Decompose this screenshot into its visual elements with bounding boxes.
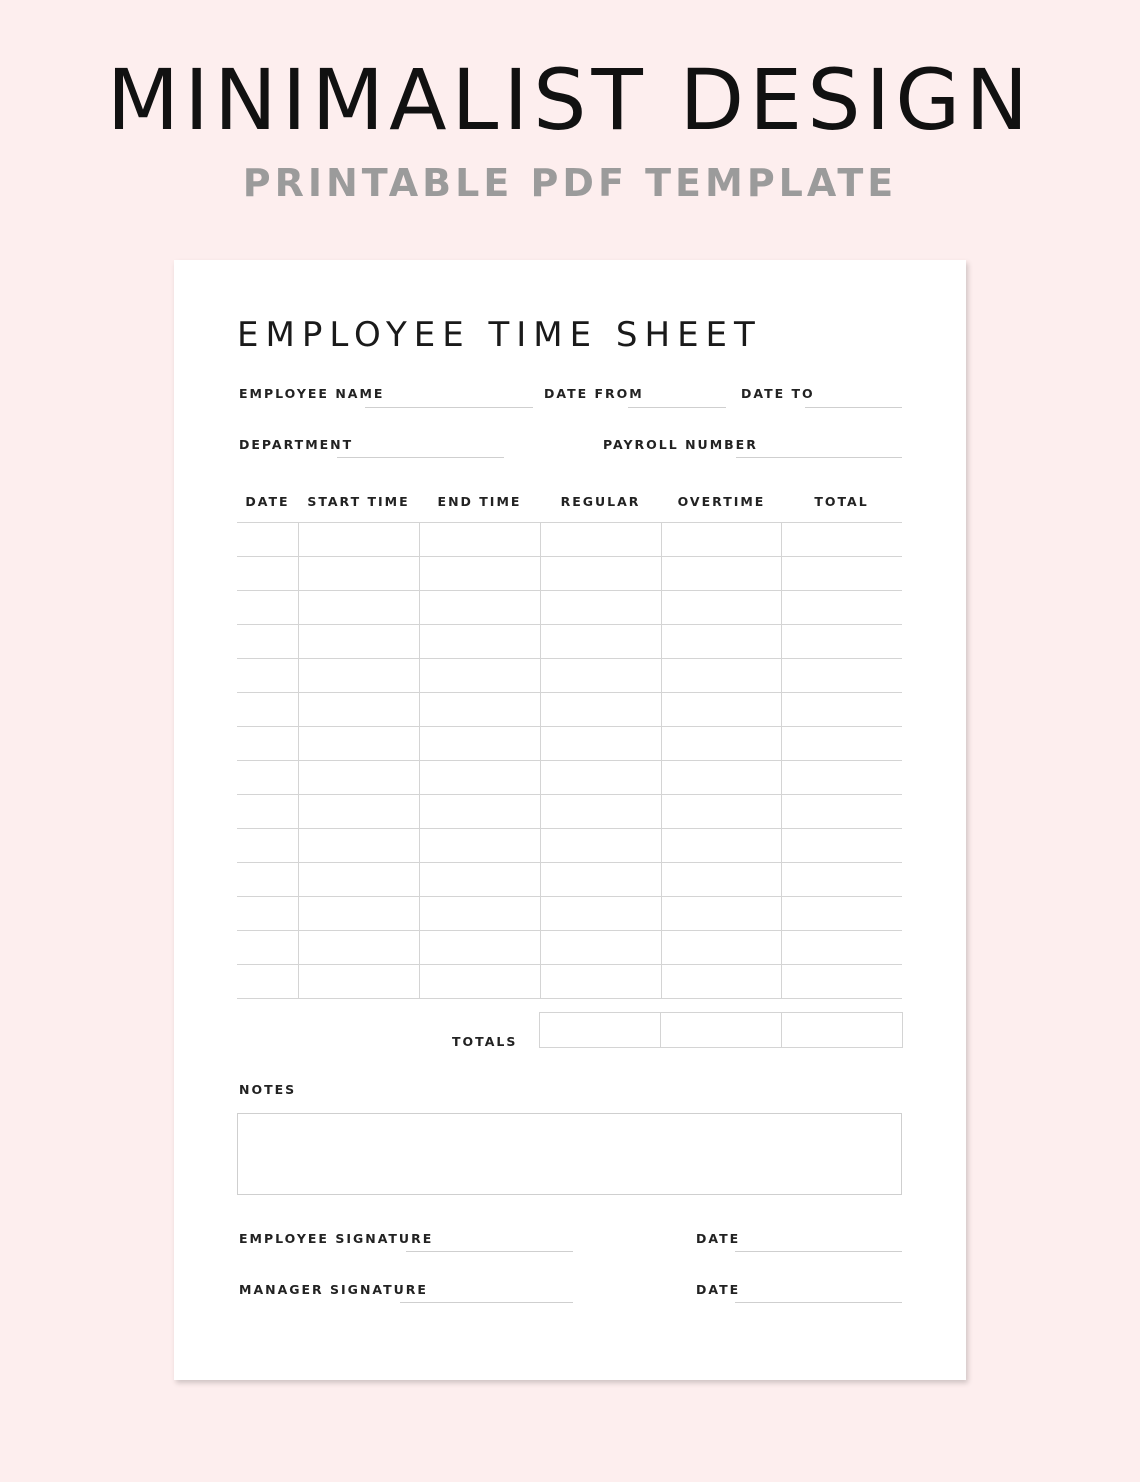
table-cell-start-time[interactable] bbox=[298, 625, 419, 659]
table-row bbox=[237, 795, 902, 829]
table-cell-end-time[interactable] bbox=[419, 625, 540, 659]
table-cell-start-time[interactable] bbox=[298, 931, 419, 965]
time-entries-body bbox=[237, 523, 902, 999]
date-from-label: DATE FROM bbox=[544, 386, 644, 401]
table-cell-start-time[interactable] bbox=[298, 557, 419, 591]
department-label: DEPARTMENT bbox=[239, 437, 354, 452]
table-cell-total[interactable] bbox=[781, 557, 902, 591]
table-cell-total[interactable] bbox=[781, 795, 902, 829]
table-row bbox=[237, 625, 902, 659]
table-cell-regular[interactable] bbox=[540, 625, 661, 659]
table-cell-regular[interactable] bbox=[540, 965, 661, 999]
table-cell-overtime[interactable] bbox=[661, 829, 781, 863]
table-cell-total[interactable] bbox=[781, 863, 902, 897]
employee-date-field[interactable] bbox=[735, 1251, 902, 1252]
table-cell-total[interactable] bbox=[781, 931, 902, 965]
totals-label: TOTALS bbox=[452, 1034, 518, 1049]
sheet-title: EMPLOYEE TIME SHEET bbox=[237, 315, 762, 355]
table-row bbox=[237, 693, 902, 727]
table-cell-end-time[interactable] bbox=[419, 897, 540, 931]
table-cell-total[interactable] bbox=[781, 591, 902, 625]
table-cell-overtime[interactable] bbox=[661, 557, 781, 591]
table-cell-start-time[interactable] bbox=[298, 829, 419, 863]
table-cell-regular[interactable] bbox=[540, 897, 661, 931]
table-cell-overtime[interactable] bbox=[661, 659, 781, 693]
table-row bbox=[237, 523, 902, 557]
table-cell-overtime[interactable] bbox=[661, 761, 781, 795]
table-cell-date[interactable] bbox=[237, 829, 298, 863]
table-cell-date[interactable] bbox=[237, 727, 298, 761]
employee-name-label: EMPLOYEE NAME bbox=[239, 386, 385, 401]
table-row bbox=[237, 557, 902, 591]
totals-total-cell[interactable] bbox=[781, 1013, 902, 1047]
totals-row bbox=[539, 1012, 903, 1048]
table-cell-overtime[interactable] bbox=[661, 727, 781, 761]
table-cell-total[interactable] bbox=[781, 897, 902, 931]
table-cell-start-time[interactable] bbox=[298, 727, 419, 761]
manager-date-label: DATE bbox=[696, 1282, 741, 1297]
table-cell-date[interactable] bbox=[237, 795, 298, 829]
table-row bbox=[237, 863, 902, 897]
table-cell-date[interactable] bbox=[237, 557, 298, 591]
table-cell-overtime[interactable] bbox=[661, 625, 781, 659]
column-header-date: DATE bbox=[245, 494, 290, 509]
column-header-end-time: END TIME bbox=[437, 494, 522, 509]
notes-box[interactable] bbox=[237, 1113, 902, 1195]
table-cell-end-time[interactable] bbox=[419, 591, 540, 625]
time-entries-table bbox=[237, 522, 902, 999]
table-row bbox=[237, 829, 902, 863]
employee-name-field[interactable] bbox=[365, 407, 533, 408]
table-cell-date[interactable] bbox=[237, 591, 298, 625]
table-cell-regular[interactable] bbox=[540, 761, 661, 795]
table-cell-date[interactable] bbox=[237, 965, 298, 999]
table-cell-total[interactable] bbox=[781, 965, 902, 999]
table-cell-end-time[interactable] bbox=[419, 965, 540, 999]
table-cell-end-time[interactable] bbox=[419, 557, 540, 591]
table-cell-total[interactable] bbox=[781, 761, 902, 795]
table-cell-end-time[interactable] bbox=[419, 693, 540, 727]
table-cell-end-time[interactable] bbox=[419, 795, 540, 829]
table-cell-regular[interactable] bbox=[540, 557, 661, 591]
hero-subtitle: PRINTABLE PDF TEMPLATE bbox=[242, 161, 898, 205]
column-header-total: TOTAL bbox=[814, 494, 869, 509]
table-row bbox=[237, 897, 902, 931]
table-cell-end-time[interactable] bbox=[419, 523, 540, 557]
table-cell-end-time[interactable] bbox=[419, 761, 540, 795]
table-cell-overtime[interactable] bbox=[661, 897, 781, 931]
table-cell-end-time[interactable] bbox=[419, 829, 540, 863]
table-cell-start-time[interactable] bbox=[298, 795, 419, 829]
table-cell-date[interactable] bbox=[237, 625, 298, 659]
manager-date-field[interactable] bbox=[735, 1302, 902, 1303]
table-cell-start-time[interactable] bbox=[298, 523, 419, 557]
table-cell-date[interactable] bbox=[237, 761, 298, 795]
table-cell-start-time[interactable] bbox=[298, 897, 419, 931]
table-row bbox=[237, 761, 902, 795]
table-row bbox=[237, 727, 902, 761]
column-header-start-time: START TIME bbox=[307, 494, 410, 509]
table-cell-total[interactable] bbox=[781, 693, 902, 727]
table-cell-date[interactable] bbox=[237, 693, 298, 727]
employee-signature-field[interactable] bbox=[406, 1251, 573, 1252]
table-row bbox=[237, 659, 902, 693]
table-cell-regular[interactable] bbox=[540, 727, 661, 761]
column-header-overtime: OVERTIME bbox=[677, 494, 766, 509]
table-cell-regular[interactable] bbox=[540, 863, 661, 897]
table-cell-regular[interactable] bbox=[540, 931, 661, 965]
table-cell-regular[interactable] bbox=[540, 523, 661, 557]
table-cell-overtime[interactable] bbox=[661, 693, 781, 727]
table-cell-total[interactable] bbox=[781, 727, 902, 761]
totals-overtime-cell[interactable] bbox=[660, 1013, 781, 1047]
employee-signature-label: EMPLOYEE SIGNATURE bbox=[239, 1231, 434, 1246]
table-cell-regular[interactable] bbox=[540, 591, 661, 625]
table-row bbox=[237, 591, 902, 625]
table-cell-total[interactable] bbox=[781, 659, 902, 693]
table-cell-overtime[interactable] bbox=[661, 965, 781, 999]
table-cell-date[interactable] bbox=[237, 931, 298, 965]
table-row bbox=[237, 931, 902, 965]
table-cell-regular[interactable] bbox=[540, 829, 661, 863]
table-cell-total[interactable] bbox=[781, 523, 902, 557]
date-from-field[interactable] bbox=[628, 407, 726, 408]
table-cell-overtime[interactable] bbox=[661, 795, 781, 829]
table-cell-start-time[interactable] bbox=[298, 863, 419, 897]
column-header-regular: REGULAR bbox=[560, 494, 641, 509]
table-cell-overtime[interactable] bbox=[661, 591, 781, 625]
table-cell-start-time[interactable] bbox=[298, 693, 419, 727]
payroll-number-label: PAYROLL NUMBER bbox=[603, 437, 758, 452]
date-to-label: DATE TO bbox=[741, 386, 815, 401]
totals-regular-cell[interactable] bbox=[540, 1013, 660, 1047]
table-cell-date[interactable] bbox=[237, 897, 298, 931]
table-cell-regular[interactable] bbox=[540, 659, 661, 693]
table-cell-end-time[interactable] bbox=[419, 727, 540, 761]
table-cell-end-time[interactable] bbox=[419, 863, 540, 897]
table-cell-date[interactable] bbox=[237, 659, 298, 693]
employee-date-label: DATE bbox=[696, 1231, 741, 1246]
time-sheet-page bbox=[174, 260, 966, 1380]
table-cell-end-time[interactable] bbox=[419, 659, 540, 693]
hero-title: MINIMALIST DESIGN bbox=[106, 51, 1034, 149]
date-to-field[interactable] bbox=[805, 407, 902, 408]
table-cell-end-time[interactable] bbox=[419, 931, 540, 965]
table-cell-regular[interactable] bbox=[540, 795, 661, 829]
notes-label: NOTES bbox=[239, 1082, 297, 1097]
table-cell-total[interactable] bbox=[781, 625, 902, 659]
manager-signature-field[interactable] bbox=[400, 1302, 573, 1303]
table-cell-total[interactable] bbox=[781, 829, 902, 863]
table-cell-start-time[interactable] bbox=[298, 761, 419, 795]
table-cell-date[interactable] bbox=[237, 523, 298, 557]
payroll-number-field[interactable] bbox=[736, 457, 902, 458]
table-cell-start-time[interactable] bbox=[298, 965, 419, 999]
manager-signature-label: MANAGER SIGNATURE bbox=[239, 1282, 428, 1297]
table-cell-start-time[interactable] bbox=[298, 591, 419, 625]
table-row bbox=[237, 965, 902, 999]
department-field[interactable] bbox=[337, 457, 504, 458]
table-cell-date[interactable] bbox=[237, 863, 298, 897]
table-cell-regular[interactable] bbox=[540, 693, 661, 727]
table-cell-start-time[interactable] bbox=[298, 659, 419, 693]
table-cell-overtime[interactable] bbox=[661, 863, 781, 897]
table-cell-overtime[interactable] bbox=[661, 523, 781, 557]
table-cell-overtime[interactable] bbox=[661, 931, 781, 965]
